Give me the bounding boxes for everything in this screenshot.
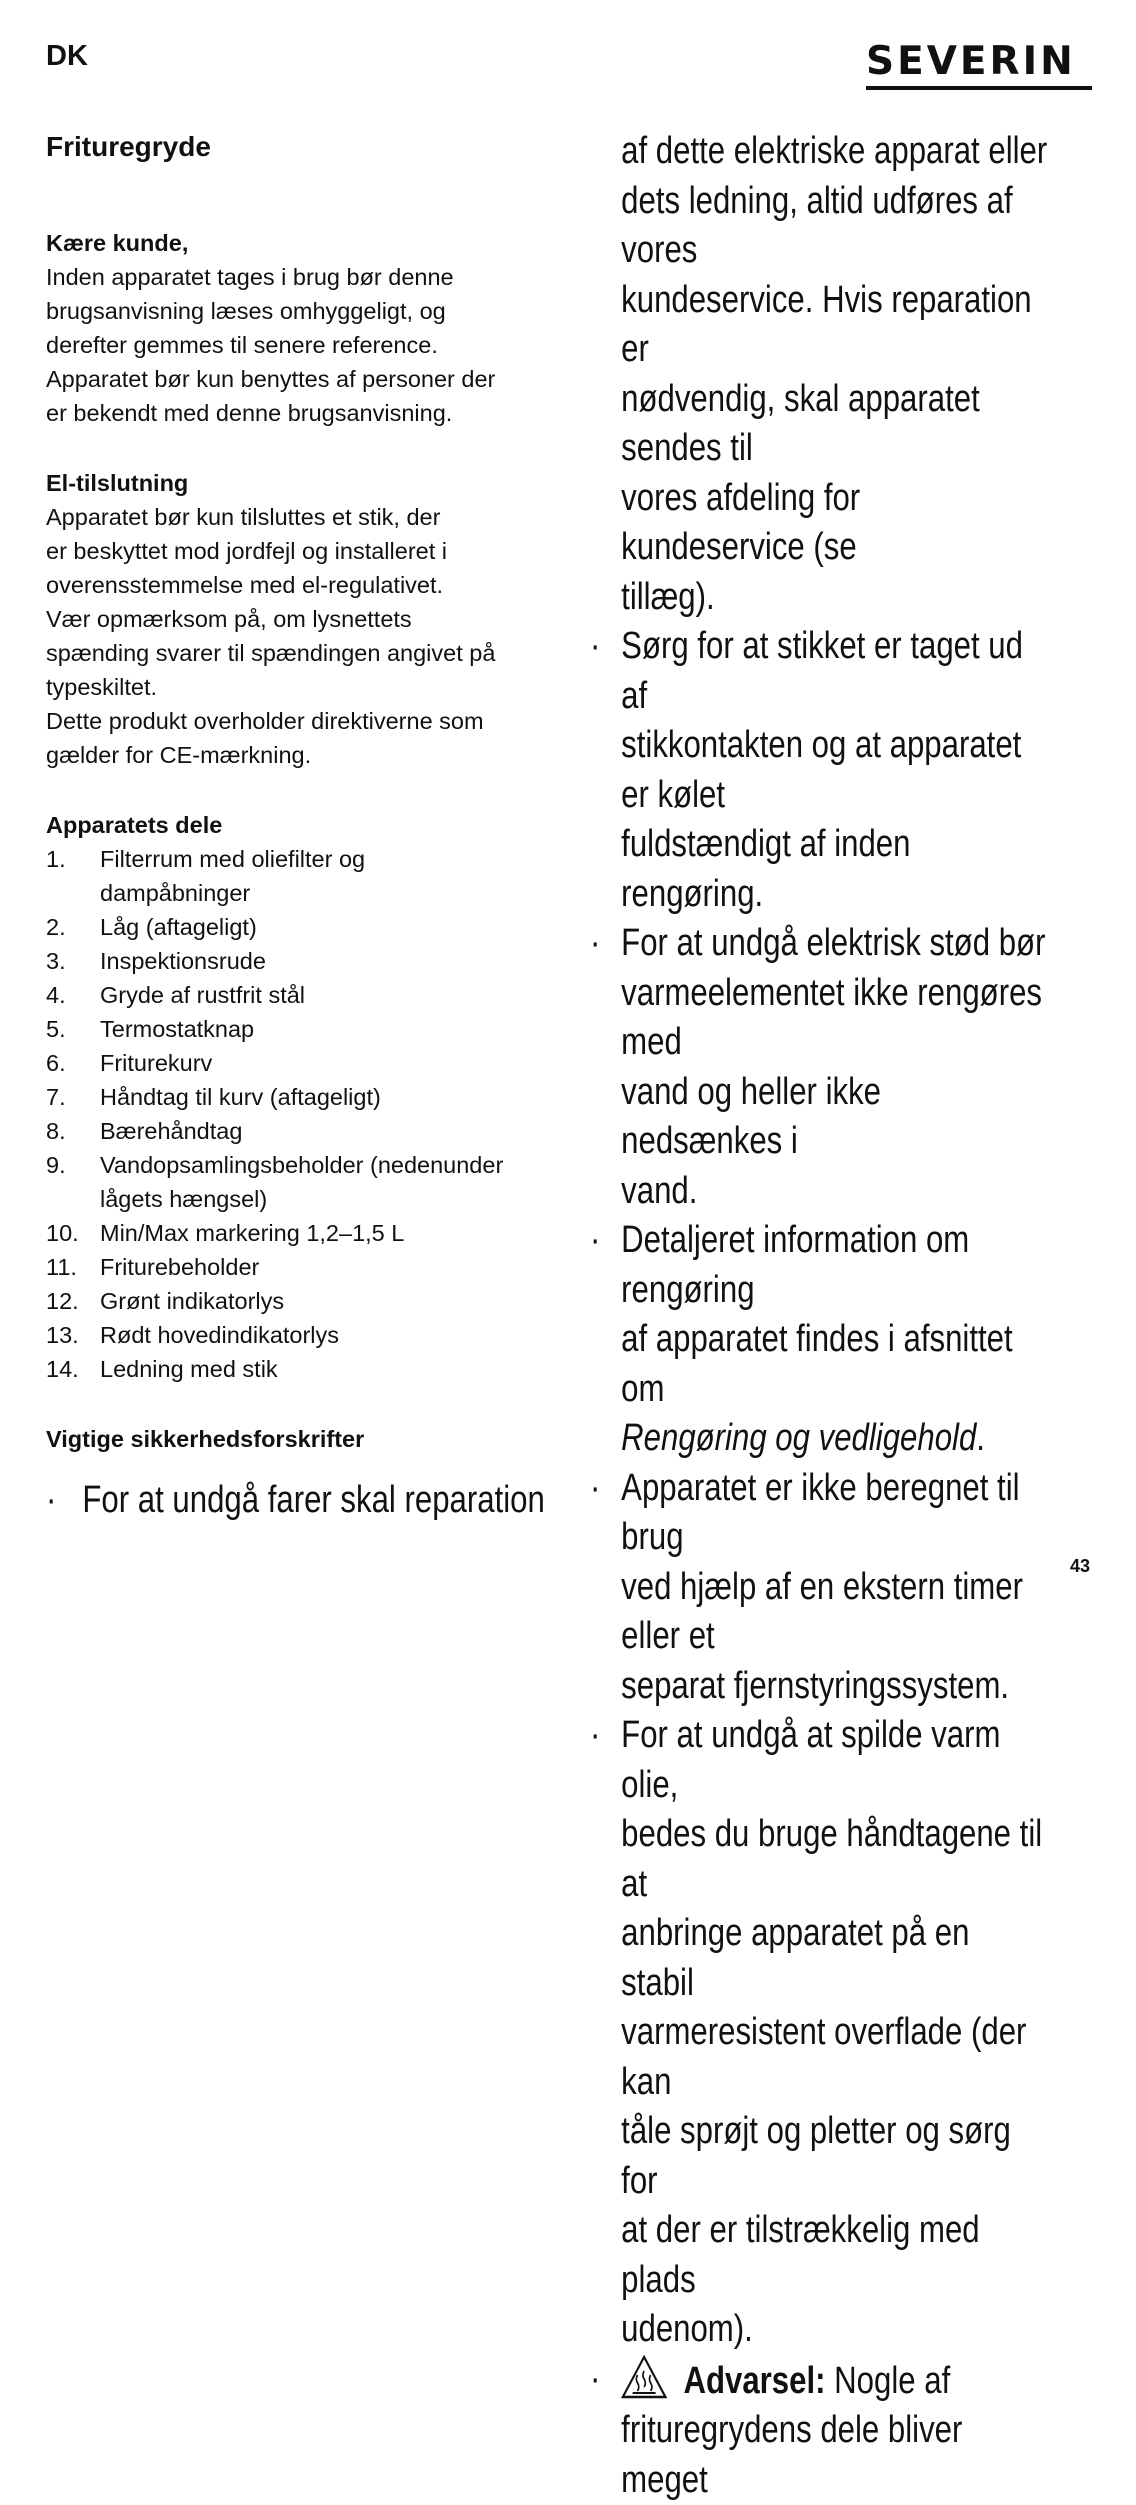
bullet-text <box>621 1464 1049 1712</box>
bullet-line: tåle sprøjt og pletter og sørg for <box>621 2107 1049 2206</box>
page-number: 43 <box>1070 1556 1090 1577</box>
part-label-line: Låg (aftageligt) <box>100 914 257 940</box>
parts-list-item <box>46 1046 546 1080</box>
bullet-dot: · <box>46 1479 56 1521</box>
safety-bullet <box>590 919 1049 1216</box>
part-label-line: Vandopsamlingsbeholder (nedenunder <box>100 1152 503 1178</box>
left-column <box>46 130 546 1456</box>
parts-list-item <box>46 910 546 944</box>
bullet-line: udenom). <box>621 2305 1049 2355</box>
intro-line: brugsanvisning læses omhyggeligt, og <box>46 294 546 328</box>
bullet-line: bedes du bruge håndtagene til at <box>621 1810 1049 1909</box>
intro-heading: Kære kunde, <box>46 226 546 260</box>
parts-list-item <box>46 944 546 978</box>
parts-list-item <box>46 1284 546 1318</box>
parts-list-item <box>46 1318 546 1352</box>
part-label <box>100 1216 404 1250</box>
bullet-line <box>621 1414 1049 1464</box>
part-label <box>100 1284 284 1318</box>
part-label <box>100 944 266 978</box>
el-line: er beskyttet mod jordfejl og installeret i <box>46 534 546 568</box>
part-number: 10. <box>46 1216 100 1250</box>
hot-surface-warning-icon <box>621 2355 667 2399</box>
safety-bullet <box>590 1216 1049 1464</box>
part-label-line: Rødt hovedindikatorlys <box>100 1322 339 1348</box>
safety-continuation <box>590 127 1049 622</box>
part-label <box>100 1080 381 1114</box>
continuation-line: nødvendig, skal apparatet sendes til <box>621 375 1049 474</box>
parts-list-item <box>46 1352 546 1386</box>
bullet-line: anbringe apparatet på en stabil <box>621 1909 1049 2008</box>
bullet-line: Detaljeret information om rengøring <box>621 1216 1049 1315</box>
safety-bullet <box>590 1464 1049 1712</box>
part-label-line: Gryde af rustfrit stål <box>100 982 305 1008</box>
bullet-line: ved hjælp af en ekstern timer eller et <box>621 1563 1049 1662</box>
warning-text <box>621 2355 1049 2505</box>
bullet-line: separat fjernstyringssystem. <box>621 1662 1049 1712</box>
intro-line: er bekendt med denne brugsanvisning. <box>46 396 546 430</box>
parts-list <box>46 842 546 1386</box>
el-line: Vær opmærksom på, om lysnettets <box>46 602 546 636</box>
parts-section <box>46 808 546 1386</box>
part-label-line: Inspektionsrude <box>100 948 266 974</box>
safety-bullets <box>590 622 1049 2355</box>
bullet-dot: · <box>590 919 621 1216</box>
part-number: 12. <box>46 1284 100 1318</box>
page-title: Frituregryde <box>46 130 546 164</box>
bullet-line: fuldstændigt af inden rengøring. <box>621 820 1049 919</box>
logo-underline <box>866 86 1092 90</box>
section-reference: Rengøring og vedligehold <box>621 1417 976 1459</box>
language-code: DK <box>46 40 88 73</box>
part-label <box>100 1250 259 1284</box>
part-number: 6. <box>46 1046 100 1080</box>
safety-bullet-first <box>46 1476 545 1524</box>
part-label-line: lågets hængsel) <box>100 1186 267 1212</box>
parts-list-item <box>46 1012 546 1046</box>
part-number: 1. <box>46 842 100 910</box>
parts-list-item <box>46 1148 546 1216</box>
bullet-line: varmeresistent overflade (der kan <box>621 2008 1049 2107</box>
part-label <box>100 1352 278 1386</box>
intro-line: derefter gemmes til senere reference. <box>46 328 546 362</box>
continuation-line: kundeservice. Hvis reparation er <box>621 276 1049 375</box>
bullet-line: Apparatet er ikke beregnet til brug <box>621 1464 1049 1563</box>
safety-bullet <box>590 1711 1049 2355</box>
bullet-line: at der er tilstrækkelig med plads <box>621 2206 1049 2305</box>
bullet-line: For at undgå elektrisk stød bør <box>621 919 1049 969</box>
part-label-line: Termostatknap <box>100 1016 254 1042</box>
el-line: spænding svarer til spændingen angivet på <box>46 636 546 670</box>
part-label-line: Friturebeholder <box>100 1254 259 1280</box>
bullet-dot: · <box>590 1216 621 1464</box>
part-label <box>100 1012 254 1046</box>
el-section <box>46 466 546 772</box>
bullet-text <box>621 1711 1049 2355</box>
el-line: overensstemmelse med el-regulativet. <box>46 568 546 602</box>
el-line: Apparatet bør kun tilsluttes et stik, der <box>46 500 546 534</box>
part-label <box>100 1318 339 1352</box>
parts-list-item <box>46 1216 546 1250</box>
bullet-line: stikkontakten og at apparatet er kølet <box>621 721 1049 820</box>
el-line: Dette produkt overholder direktiverne som <box>46 704 546 738</box>
brand-wordmark: SEVERIN <box>866 40 1092 84</box>
safety-heading: Vigtige sikkerhedsforskrifter <box>46 1422 546 1456</box>
parts-heading: Apparatets dele <box>46 808 546 842</box>
part-label <box>100 910 257 944</box>
bullet-text: For at undgå farer skal reparation <box>82 1479 544 1521</box>
part-label-line: Bærehåndtag <box>100 1118 242 1144</box>
el-heading: El-tilslutning <box>46 466 546 500</box>
sentence-end: . <box>976 1417 985 1459</box>
part-label <box>100 1148 503 1216</box>
bullet-line: vand og heller ikke nedsænkes i <box>621 1068 1049 1167</box>
warning-inline: Nogle af <box>826 2360 951 2402</box>
parts-list-item <box>46 1250 546 1284</box>
part-number: 4. <box>46 978 100 1012</box>
continuation-line: af dette elektriske apparat eller <box>621 127 1049 177</box>
bullet-text <box>621 919 1049 1216</box>
continuation-line: vores afdeling for kundeservice (se <box>621 474 1049 573</box>
part-number: 5. <box>46 1012 100 1046</box>
warning-label: Advarsel: <box>683 2360 825 2402</box>
part-label <box>100 1046 212 1080</box>
intro-line: Inden apparatet tages i brug bør denne <box>46 260 546 294</box>
bullet-line: af apparatet findes i afsnittet om <box>621 1315 1049 1414</box>
parts-list-item <box>46 978 546 1012</box>
parts-list-item <box>46 1114 546 1148</box>
el-line: typeskiltet. <box>46 670 546 704</box>
part-number: 3. <box>46 944 100 978</box>
part-number: 2. <box>46 910 100 944</box>
bullet-text <box>621 1216 1049 1464</box>
part-label <box>100 978 305 1012</box>
part-label <box>100 842 365 910</box>
bullet-line: For at undgå at spilde varm olie, <box>621 1711 1049 1810</box>
part-label-line: Ledning med stik <box>100 1356 278 1382</box>
part-label-line: Min/Max markering 1,2–1,5 L <box>100 1220 404 1246</box>
part-number: 14. <box>46 1352 100 1386</box>
parts-list-item <box>46 842 546 910</box>
bullet-line: vand. <box>621 1167 1049 1217</box>
bullet-text <box>621 622 1049 919</box>
part-label-line: dampåbninger <box>100 880 250 906</box>
bullet-line: varmeelementet ikke rengøres med <box>621 969 1049 1068</box>
part-label-line: Håndtag til kurv (aftageligt) <box>100 1084 381 1110</box>
part-label <box>100 1114 242 1148</box>
warning-bullet <box>590 2355 1049 2505</box>
part-label-line: Friturekurv <box>100 1050 212 1076</box>
continuation-line: tillæg). <box>621 573 1049 623</box>
bullet-line: Sørg for at stikket er taget ud af <box>621 622 1049 721</box>
bullet-dot: · <box>590 2355 621 2505</box>
bullet-dot: · <box>590 1464 621 1712</box>
bullet-dot: · <box>590 1711 621 2355</box>
part-number: 9. <box>46 1148 100 1216</box>
intro-line: Apparatet bør kun benyttes af personer der <box>46 362 546 396</box>
part-label-line: Filterrum med oliefilter og <box>100 846 365 872</box>
severin-logo <box>866 40 1092 90</box>
part-number: 13. <box>46 1318 100 1352</box>
right-column <box>590 127 1049 2505</box>
part-number: 8. <box>46 1114 100 1148</box>
part-label-line: Grønt indikatorlys <box>100 1288 284 1314</box>
part-number: 7. <box>46 1080 100 1114</box>
warning-line: frituregrydens dele bliver meget <box>621 2409 962 2501</box>
parts-list-item <box>46 1080 546 1114</box>
safety-bullet <box>590 622 1049 919</box>
intro-section <box>46 226 546 430</box>
continuation-line: dets ledning, altid udføres af vores <box>621 177 1049 276</box>
bullet-dot: · <box>590 622 621 919</box>
el-line: gælder for CE-mærkning. <box>46 738 546 772</box>
part-number: 11. <box>46 1250 100 1284</box>
